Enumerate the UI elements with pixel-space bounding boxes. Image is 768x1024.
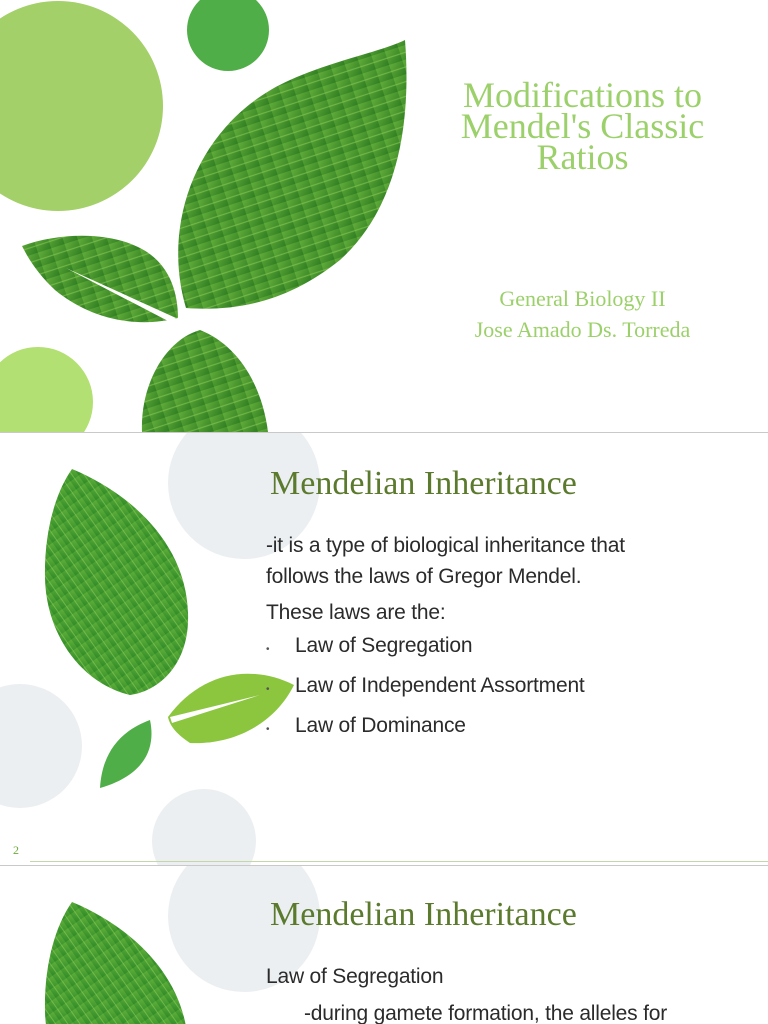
bullet-icon: • [266,684,270,695]
grey-circle-left [0,684,82,808]
title-slide [0,0,768,432]
list-item [266,628,736,668]
presentation-subtitle: General Biology II Jose Amado Ds. Torreda [474,286,691,342]
slide-mendelian-inheritance [0,433,768,865]
law-dominance: Law of Dominance [295,714,466,737]
law-independent-assortment: Law of Independent Assortment [295,674,585,697]
page-number: 2 [13,843,19,857]
large-striped-leaf [45,469,188,695]
footer-rule [30,861,768,862]
large-striped-leaf [45,902,188,1024]
law-segregation: Law of Segregation [295,634,473,657]
slide-heading: Mendelian Inheritance [270,465,577,502]
title-slide-artwork [0,0,430,432]
definition-line: -it is a type of biological inheritance that [266,534,625,557]
subheading: Law of Segregation [266,965,444,988]
slide-body [266,961,736,1024]
slide-law-of-segregation [0,866,768,1024]
bullet-icon: • [266,724,270,735]
bullet-icon: • [266,644,270,655]
bottom-rice-field-leaf [142,330,268,432]
definition-line: follows the laws of Gregor Mendel. [266,565,582,588]
grey-circle-bottom [152,789,256,865]
large-rice-field-leaf [178,40,406,309]
list-item [266,668,736,708]
small-green-leaf [100,720,152,788]
green-circle [187,0,269,71]
segregation-text: -during gamete formation, the alleles for [304,1002,667,1024]
slide-heading: Mendelian Inheritance [270,896,577,933]
presentation-title: Modifications to Mendel's Classic Ratios [460,75,705,177]
lime-circle [0,347,93,432]
list-item [266,708,736,748]
laws-intro: These laws are the: [266,601,446,624]
light-green-circle [0,1,163,211]
slide-body [266,530,736,748]
